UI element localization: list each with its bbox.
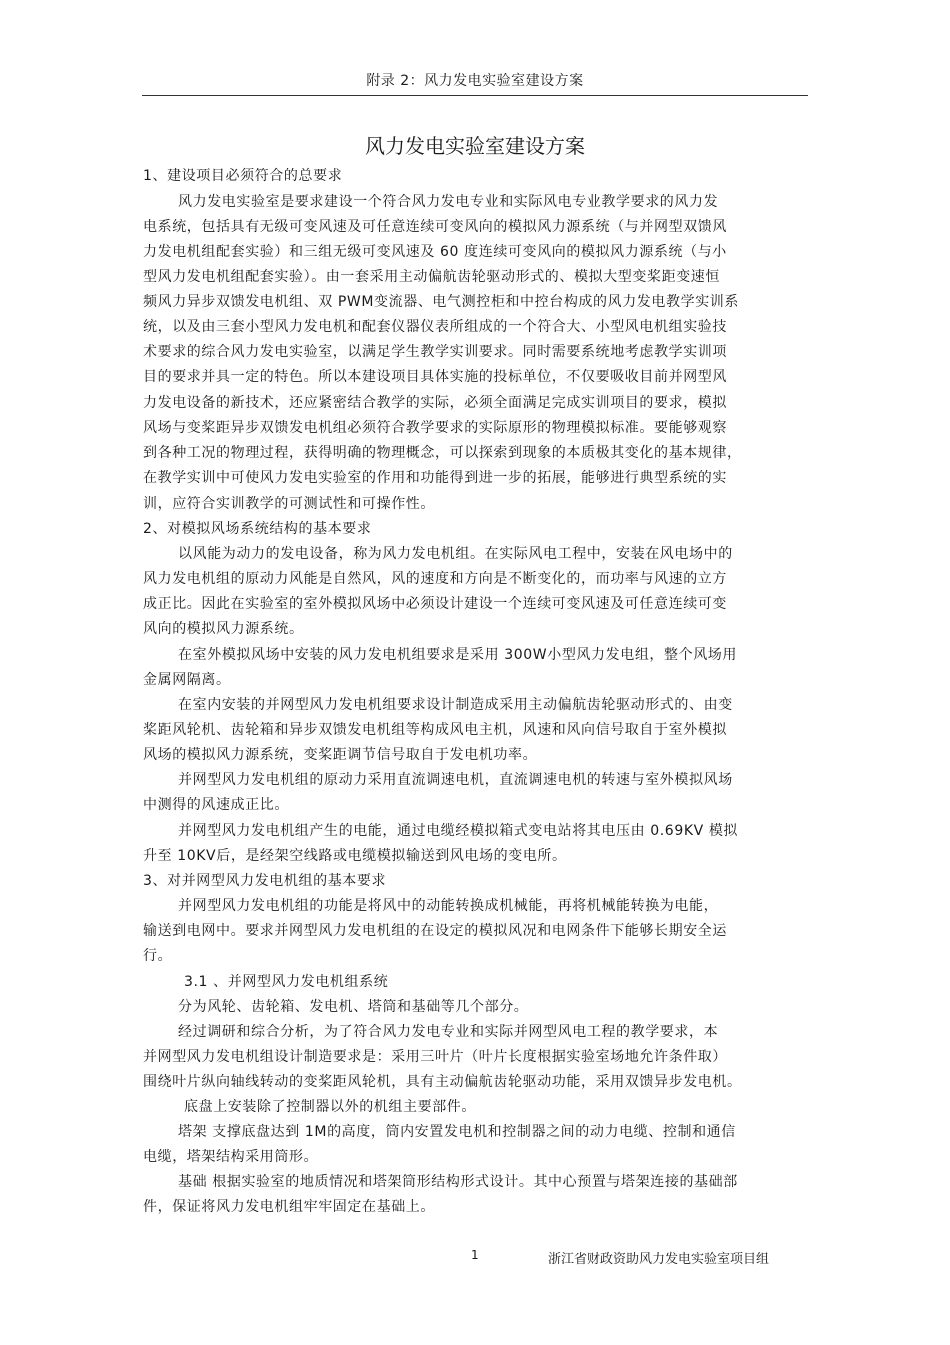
text-line: 力发电机组配套实验）和三组无级可变风速及 60 度连续可变风向的模拟风力源系统（与小 bbox=[143, 244, 727, 260]
text-line: 在室内安装的并网型风力发电机组要求设计制造成采用主动偏航齿轮驱动形式的、由变 bbox=[178, 697, 733, 713]
text-line: 风向的模拟风力源系统。 bbox=[143, 621, 304, 637]
text-line: 塔架 支撑底盘达到 1M的高度，筒内安置发电机和控制器之间的动力电缆、控制和通信 bbox=[178, 1124, 736, 1140]
text-line: 到各种工况的物理过程，获得明确的物理概念，可以探索到现象的本质极其变化的基本规律， bbox=[143, 445, 742, 461]
page-number: 1 bbox=[471, 1248, 479, 1262]
text-line: 并网型风力发电机组设计制造要求是：采用三叶片（叶片长度根据实验室场地允许条件取） bbox=[143, 1049, 727, 1065]
text-line: 型风力发电机组配套实验）。由一套采用主动偏航齿轮驱动形式的、模拟大型变桨距变速恒 bbox=[143, 269, 720, 285]
text-line: 电系统，包括具有无级可变风速及可任意连续可变风向的模拟风力源系统（与并网型双馈风 bbox=[143, 219, 727, 235]
text-line: 风力发电机组的原动力风能是自然风，风的速度和方向是不断变化的，而功率与风速的立方 bbox=[143, 571, 727, 587]
text-line: 并网型风力发电机组产生的电能，通过电缆经模拟箱式变电站将其电压由 0.69KV 模拟 bbox=[178, 823, 739, 839]
text-line: 频风力异步双馈发电机组、双 PWM变流器、电气测控柜和中控台构成的风力发电教学实训系 bbox=[143, 294, 740, 310]
text-line: 底盘上安装除了控制器以外的机组主要部件。 bbox=[184, 1099, 476, 1115]
document-title: 风力发电实验室建设方案 bbox=[365, 134, 585, 158]
text-line: 基础 根据实验室的地质情况和塔架筒形结构形式设计。其中心预置与塔架连接的基础部 bbox=[178, 1174, 738, 1190]
text-line: 力发电设备的新技术，还应紧密结合教学的实际，必须全面满足完成实训项目的要求，模拟 bbox=[143, 395, 727, 411]
text-line: 风场的模拟风力源系统，变桨距调节信号取自于发电机功率。 bbox=[143, 747, 538, 763]
text-line: 在室外模拟风场中安装的风力发电机组要求是采用 300W小型风力发电组，整个风场用 bbox=[178, 647, 738, 663]
text-line: 在教学实训中可使风力发电实验室的作用和功能得到进一步的拓展，能够进行典型系统的实 bbox=[143, 470, 727, 486]
text-line: 围绕叶片纵向轴线转动的变桨距风轮机，具有主动偏航齿轮驱动功能，采用双馈异步发电机。 bbox=[143, 1074, 742, 1090]
text-line: 训，应符合实训教学的可测试性和可操作性。 bbox=[143, 496, 435, 512]
text-line: 成正比。因此在实验室的室外模拟风场中必须设计建设一个连续可变风速及可任意连续可变 bbox=[143, 596, 727, 612]
text-line: 升至 10KV后，是经架空线路或电缆模拟输送到风电场的变电所。 bbox=[143, 848, 567, 864]
text-line: 分为风轮、齿轮箱、发电机、塔筒和基础等几个部分。 bbox=[178, 999, 529, 1015]
text-line: 并网型风力发电机组的原动力采用直流调速电机，直流调速电机的转速与室外模拟风场 bbox=[178, 772, 733, 788]
text-line: 并网型风力发电机组的功能是将风中的动能转换成机械能，再将机械能转换为电能， bbox=[178, 898, 719, 914]
text-line: 统，以及由三套小型风力发电机和配套仪器仪表所组成的一个符合大、小型风电机组实验技 bbox=[143, 319, 727, 335]
text-line: 风场与变桨距异步双馈发电机组必须符合教学要求的实际原形的物理模拟标准。要能够观察 bbox=[143, 420, 727, 436]
text-line: 目的要求并具一定的特色。所以本建设项目具体实施的投标单位，不仅要吸收目前并网型风 bbox=[143, 369, 727, 385]
text-line: 3、对并网型风力发电机组的基本要求 bbox=[143, 873, 387, 889]
text-line: 桨距风轮机、齿轮箱和异步双馈发电机组等构成风电主机，风速和风向信号取自于室外模拟 bbox=[143, 722, 727, 738]
text-line: 经过调研和综合分析，为了符合风力发电专业和实际并网型风电工程的教学要求，本 bbox=[178, 1024, 719, 1040]
text-line: 输送到电网中。要求并网型风力发电机组的在设定的模拟风况和电网条件下能够长期安全运 bbox=[143, 923, 727, 939]
text-line: 电缆，塔架结构采用筒形。 bbox=[143, 1149, 319, 1165]
text-line: 件，保证将风力发电机组牢牢固定在基础上。 bbox=[143, 1199, 435, 1215]
text-line: 中测得的风速成正比。 bbox=[143, 797, 289, 813]
text-line: 以风能为动力的发电设备，称为风力发电机组。在实际风电工程中，安装在风电场中的 bbox=[178, 546, 733, 562]
text-line: 3.1 、并网型风力发电机组系统 bbox=[184, 974, 389, 990]
page-header: 附录 2：风力发电实验室建设方案 bbox=[366, 73, 584, 89]
text-line: 行。 bbox=[143, 948, 173, 964]
text-line: 2、对模拟风场系统结构的基本要求 bbox=[143, 521, 372, 537]
text-line: 风力发电实验室是要求建设一个符合风力发电专业和实际风电专业教学要求的风力发 bbox=[178, 194, 719, 210]
text-line: 术要求的综合风力发电实验室，以满足学生教学实训要求。同时需要系统地考虑教学实训项 bbox=[143, 344, 727, 360]
text-line: 1、建设项目必须符合的总要求 bbox=[143, 168, 343, 184]
header-rule bbox=[142, 95, 808, 96]
text-line: 金属网隔离。 bbox=[143, 672, 231, 688]
footer-organization: 浙江省财政资助风力发电实验室项目组 bbox=[548, 1252, 770, 1267]
